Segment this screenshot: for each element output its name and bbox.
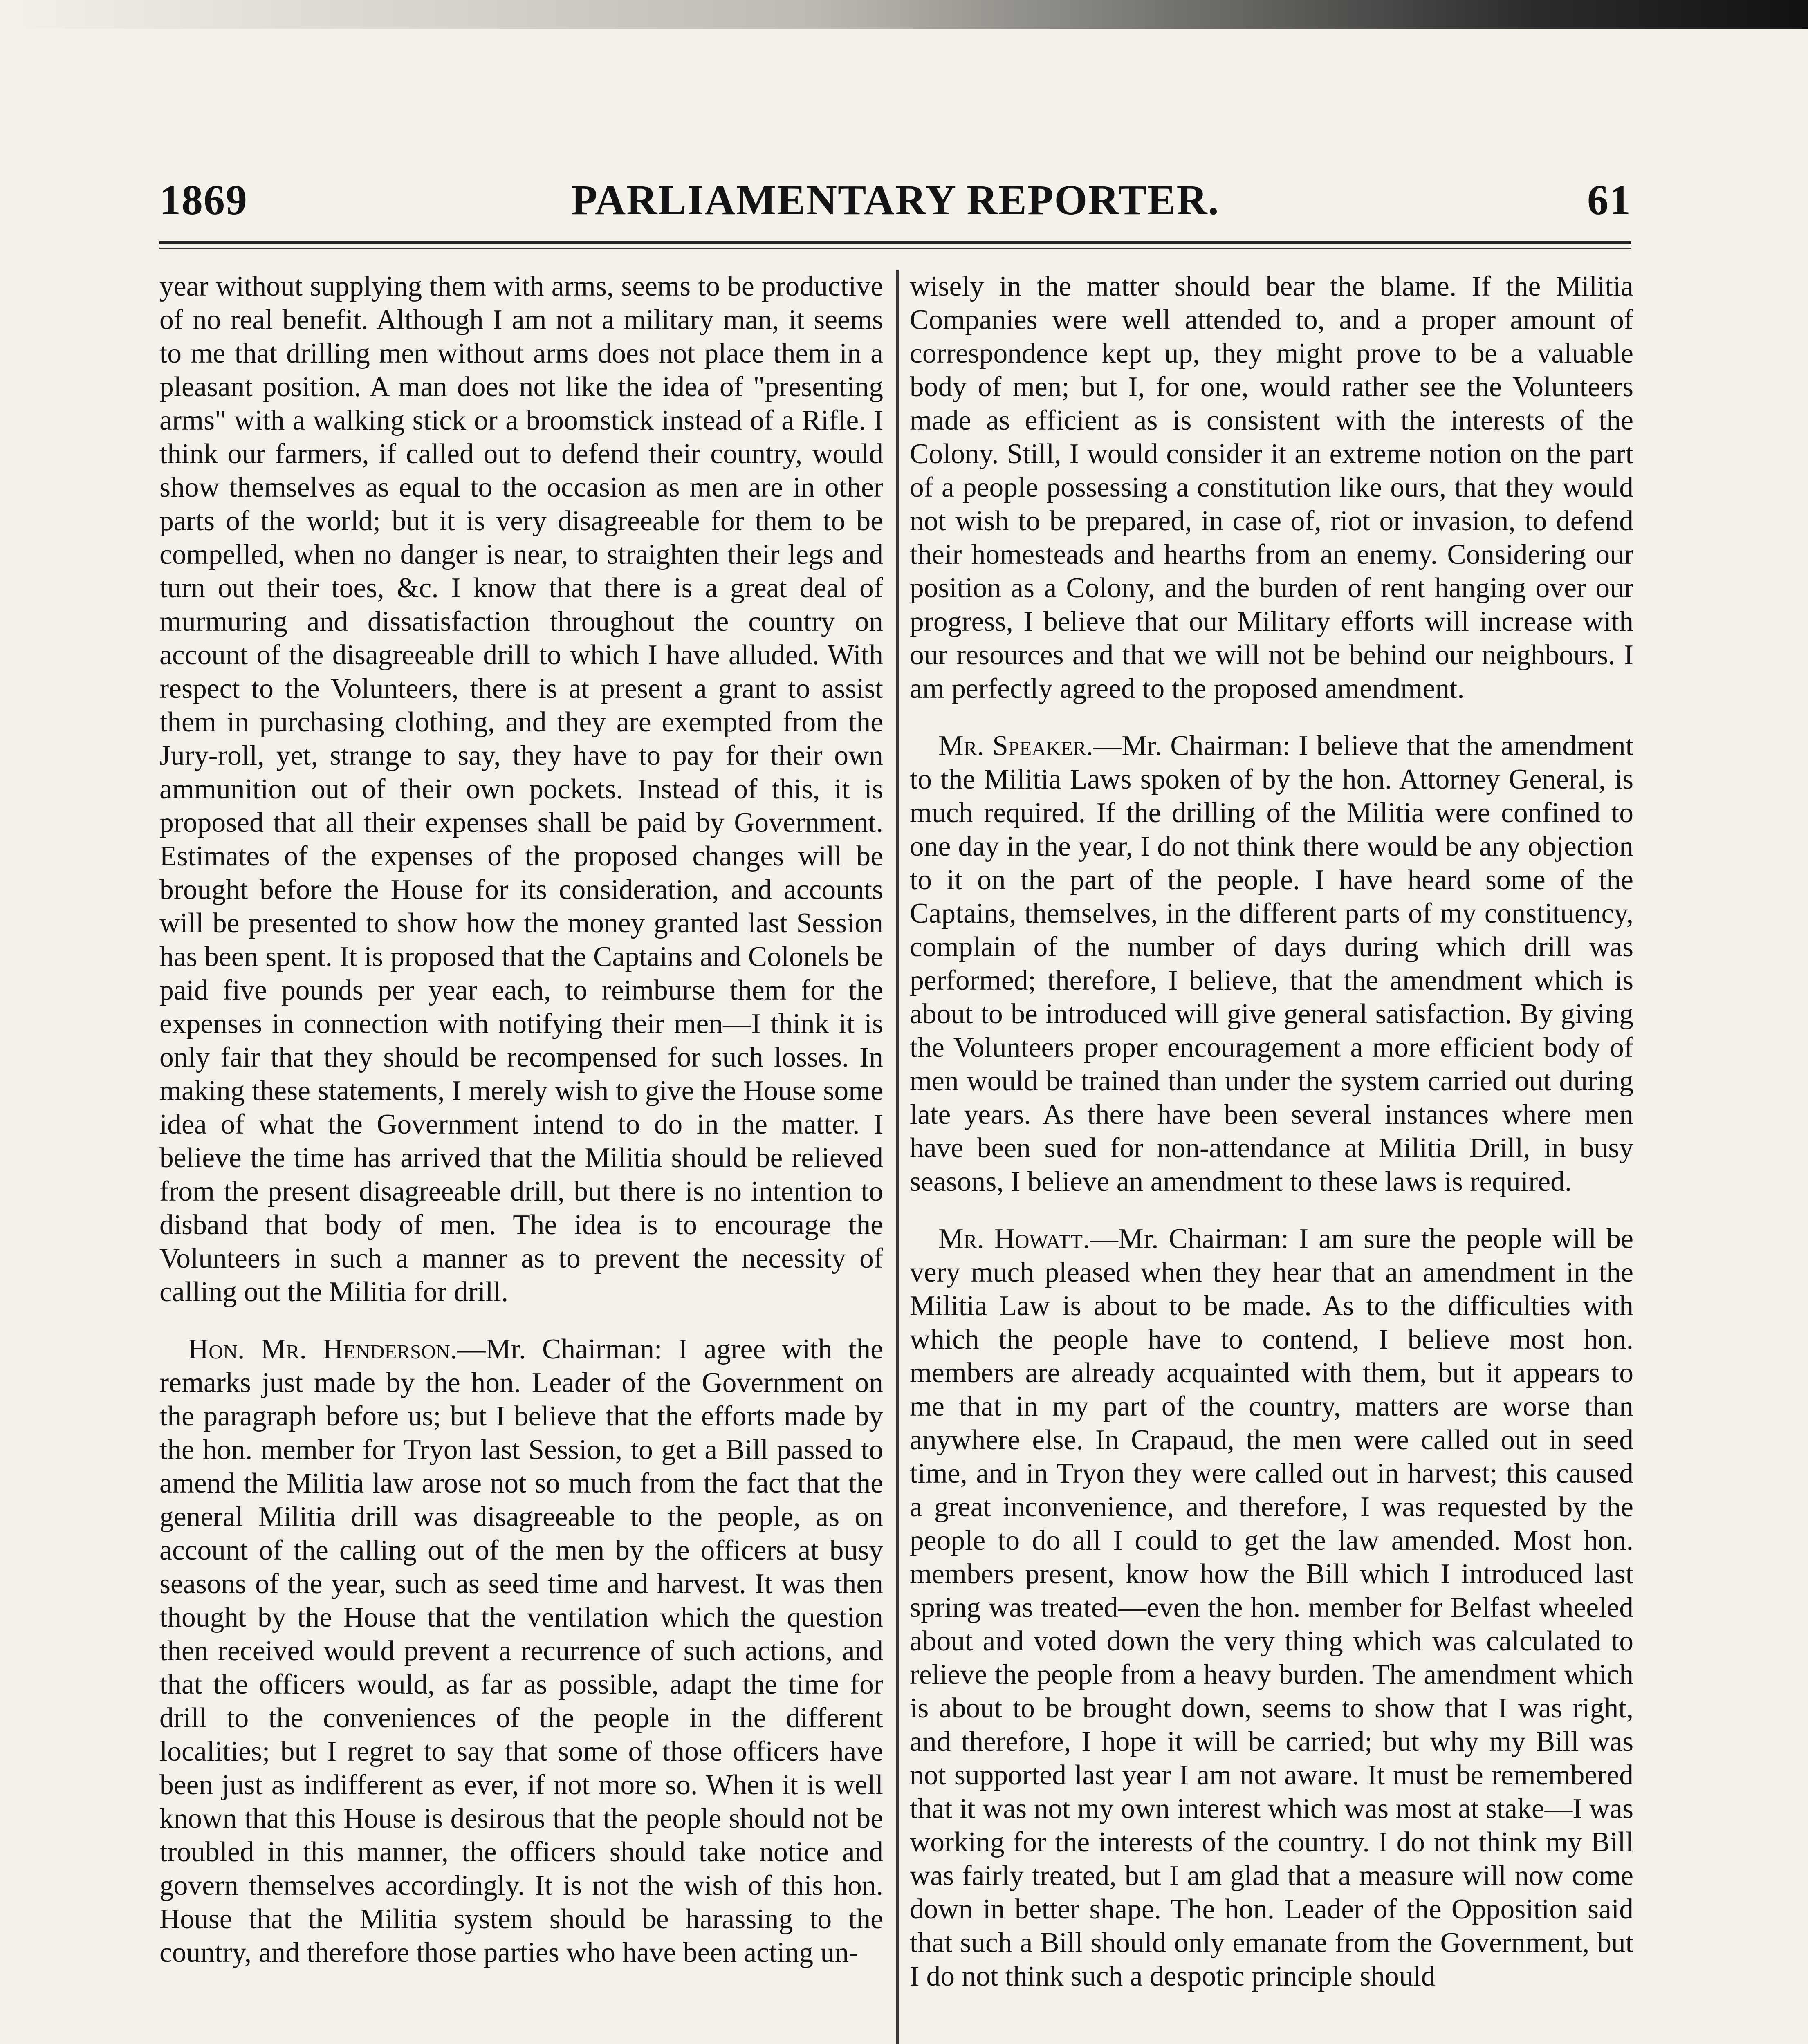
column-divider xyxy=(896,270,899,2044)
speaker-name: Hon. Mr. Henderson. xyxy=(188,1334,458,1365)
right-column xyxy=(910,270,1633,2044)
right-paragraph-howatt xyxy=(910,1222,1633,1993)
speech-text: —Mr. Chairman: I am sure the people will be very much pleased when they hear that an amendment in the Militia Law is about to be made. As to the difficulties with which the people have to contend, I believe most hon. members are already acquainted with them, but it appears to me that in my part of the country, matters are worse than anywhere else. In Crapaud, the men were called out in seed time, and in Tryon they were called out in harvest; this caused a great inconvenience, and therefore, I was requested by the people to do all I could to get the law amended. Most hon. members present, know how the Bill which I introduced last spring was treated—even the hon. member for Belfast wheeled about and voted down the very thing which was calculated to relieve the people from a heavy burden. The amendment which is about to be brought down, seems to show that I was right, and therefore, I hope it will be carried; but why my Bill was not supported last year I am not aware. It must be remembered that it was not my own interest which was most at stake—I was working for the interests of the country. I do not think my Bill was fairly treated, but I am glad that a measure will now come down in better shape. The hon. Leader of the Opposition said that such a Bill should only emanate from the Government, but I do not think such a despotic principle should xyxy=(910,1223,1633,1992)
right-paragraph-1: wisely in the matter should bear the blame. If the Militia Companies were well attended to, and a proper amount of correspondence kept up, they might prove to be a valuable body of men; but I, for one, would rather see the Volunteers made as efficient as is consistent with the interests of the Colony. Still, I would consider it an extreme notion on the part of a people possessing a constitution like ours, that they would not wish to be prepared, in case of, riot or invasion, to defend their homesteads and hearths from an enemy. Considering our position as a Colony, and the burden of rent hanging over our progress, I believe that our Military efforts will increase with our resources and that we will not be behind our neighbours. I am perfectly agreed to the proposed amendment. xyxy=(910,271,1633,704)
speech-text: —Mr. Chairman: I agree with the remarks just made by the hon. Leader of the Government on the paragraph before us; but I believe that the efforts made by the hon. member for Tryon last Session, to get a Bill passed to amend the Militia law arose not so much from the fact that the general Militia drill was disagreeable to the people, as on account of the calling out of the men by the officers at busy seasons of the year, such as seed time and harvest. It was then thought by the House that the ventilation which the question then received would prevent a recurrence of such actions, and that the officers would, as far as possible, adapt the time for drill to the conveniences of the people in the different localities; but I regret to say that some of those officers have been just as indifferent as ever, if not more so. When it is well known that this House is desirous that the people should not be troubled in this manner, the officers should take notice and govern themselves accordingly. It is not the wish of this hon. House that the Militia system should be harassing to the country, and therefore those parties who have been acting un- xyxy=(159,1334,883,1968)
left-column xyxy=(159,270,883,2044)
header-rule-thick xyxy=(159,241,1631,244)
left-paragraph-1: year without supplying them with arms, seems to be productive of no real benefit. Although I am not a military man, it seems to me that drilling men without arms does not place them in a pleasant position. A man does not like the idea of "presenting arms" with a walking stick or a broomstick instead of a Rifle. I think our farmers, if called out to defend their country, would show themselves as equal to the occasion as men are in other parts of the world; but it is very disagreeable for them to be compelled, when no danger is near, to straighten their legs and turn out their toes, &c. I know that there is a great deal of murmuring and dissatisfaction throughout the country on account of the disagreeable drill to which I have alluded. With respect to the Volunteers, there is at present a grant to assist them in purchasing clothing, and they are exempted from the Jury-roll, yet, strange to say, they have to pay for their own ammunition out of their own pockets. Instead of this, it is proposed that all their expenses shall be paid by Government. Estimates of the expenses of the proposed changes will be brought before the House for its consideration, and accounts will be presented to show how the money granted last Session has been spent. It is proposed that the Captains and Colonels be paid five pounds per year each, to reimburse them for the expenses in connection with notifying their men—I think it is only fair that they should be recompensed for such losses. In making these statements, I merely wish to give the House some idea of what the Government intend to do in the matter. I believe the time has arrived that the Militia should be relieved from the present disagreeable drill, but there is no intention to disband that body of men. The idea is to encourage the Volunteers in such a manner as to prevent the necessity of calling out the Militia for drill. xyxy=(159,271,883,1308)
header-page-number: 61 xyxy=(1587,177,1631,224)
speaker-name: Mr. Speaker. xyxy=(938,730,1093,762)
speech-text: —Mr. Chairman: I believe that the amendment to the Militia Laws spoken of by the hon. Attorney General, is much required. If the drilling of the Militia were confined to one day in the year, I do not think there would be any objection to it on the part of the people. I have heard some of the Captains, themselves, in the different parts of my constituency, complain of the number of days during which drill was performed; therefore, I believe, that the amendment which is about to be introduced will give general satisfaction. By giving the Volunteers proper encouragement a more efficient body of men would be trained than under the system carried out during late years. As there have been several instances where men have been sued for non-attendance at Militia Drill, in busy seasons, I believe an amendment to these laws is required. xyxy=(910,730,1633,1197)
header-rule-thin xyxy=(159,248,1631,249)
speaker-name: Mr. Howatt. xyxy=(938,1223,1090,1255)
right-paragraph-speaker xyxy=(910,729,1633,1199)
page-header xyxy=(159,176,1631,233)
left-paragraph-henderson xyxy=(159,1333,883,1970)
header-year: 1869 xyxy=(159,177,248,224)
scan-edge-shadow xyxy=(0,0,1808,29)
header-title: PARLIAMENTARY REPORTER. xyxy=(571,177,1220,224)
